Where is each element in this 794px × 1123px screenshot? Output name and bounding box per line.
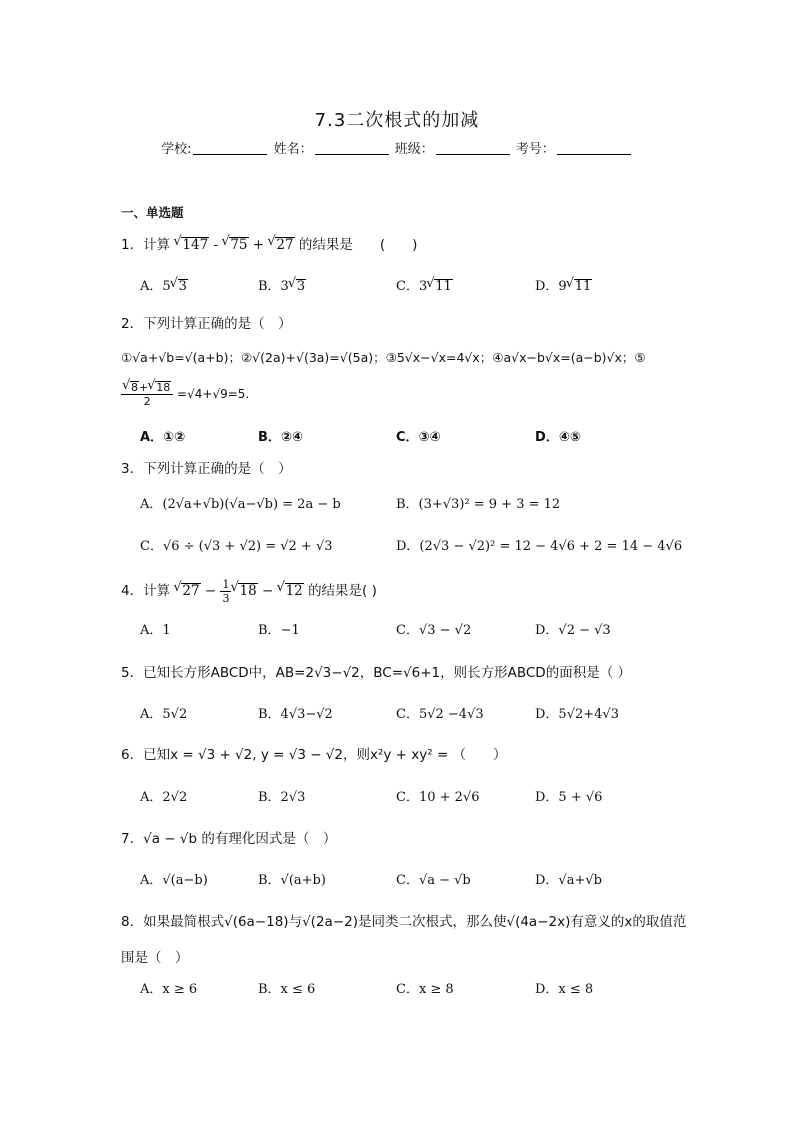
q2-option-c[interactable]: C．③④ [396, 430, 441, 445]
page-title: 7.3二次根式的加减 [314, 110, 480, 131]
q2-fraction: √ $\frac{8+√ 18}{2}$ [121, 381, 173, 408]
q1-lead: 1．计算 [121, 237, 171, 253]
q3-option-b[interactable]: B．(3+√3)² = 9 + 3 = 12 [396, 497, 561, 512]
q7-option-c[interactable]: C．√a − √b [396, 873, 471, 888]
q4-option-d[interactable]: D．√2 − √3 [535, 623, 611, 638]
q6-option-a[interactable]: A．2√2 [140, 790, 188, 805]
question-7: 7．√a − √b 的有理化因式是（ ） [121, 831, 337, 847]
q1-suffix: 的结果是 ( ) [298, 237, 418, 253]
q7-option-b[interactable]: B．√(a+b) [258, 873, 326, 888]
q6-option-c[interactable]: C．10 + 2√6 [396, 790, 480, 805]
q5-option-a[interactable]: A．5√2 [140, 707, 188, 722]
section-heading: 一、单选题 [121, 205, 184, 220]
question-1 [121, 233, 417, 253]
q7-option-d[interactable]: D．√a+√b [535, 873, 602, 888]
question-8: 8．如果最简根式√(6a−18)与√(2a−2)是同类二次根式，那么使√(4a−2x)有意义的x的取值范 [121, 914, 687, 930]
q4-lead: 4．计算 [121, 583, 171, 599]
q6-option-b[interactable]: B．2√3 [258, 790, 306, 805]
name-blank[interactable] [315, 141, 389, 155]
q1-option-b[interactable]: B．3√ 3 [258, 275, 306, 294]
q7-option-a[interactable]: A．√(a−b) [140, 873, 208, 888]
question-3: 3．下列计算正确的是（ ） [121, 461, 292, 477]
q6-option-d[interactable]: D．5 + √6 [535, 790, 603, 805]
q3-option-a[interactable]: A．(2√a+√b)(√a−√b) = 2a − b [140, 497, 341, 512]
question-5: 5．已知长方形ABCD中，AB=2√3−√2，BC=√6+1，则长方形ABCD的面积是（ ） [121, 665, 631, 681]
class-label: 班级： [394, 142, 434, 157]
q8-option-b[interactable]: B．x ≤ 6 [258, 982, 316, 997]
question-2: 2．下列计算正确的是（ ） [121, 316, 292, 332]
q1-option-c[interactable]: C．3√ 11 [396, 275, 453, 294]
q2-statements-line1: ①√a+√b=√(a+b)；②√(2a)+√(3a)=√(5a)；③5√x−√x=4√x；④a√x−b√x=(a−b)√x；⑤ [121, 350, 646, 365]
q1-option-a[interactable]: A．5√ 3 [140, 275, 188, 294]
q5-option-b[interactable]: B．4√3−√2 [258, 707, 333, 722]
q4-suffix: 的结果是( ) [308, 583, 377, 599]
number-label: 考号： [515, 142, 555, 157]
question-8-cont: 围是（ ） [121, 950, 189, 966]
q1-option-d[interactable]: D．9√ 11 [535, 275, 592, 294]
number-blank[interactable] [557, 141, 631, 155]
q3-option-c[interactable]: C．√6 ÷ (√3 + √2) = √2 + √3 [140, 539, 333, 554]
q1-expression: √ 147 - √ 75 + √ 27 [174, 237, 294, 253]
school-label: 学校: [161, 142, 192, 157]
class-blank[interactable] [436, 141, 510, 155]
q2-option-d[interactable]: D．④⑤ [535, 430, 581, 445]
name-label: 姓名： [273, 142, 313, 157]
q8-option-a[interactable]: A．x ≥ 6 [140, 982, 198, 997]
q4-option-c[interactable]: C．√3 − √2 [396, 623, 472, 638]
q3-option-d[interactable]: D．(2√3 − √2)² = 12 − 4√6 + 2 = 14 − 4√6 [396, 539, 683, 554]
q2-option-b[interactable]: B．②④ [258, 430, 303, 445]
q8-option-d[interactable]: D．x ≤ 8 [535, 982, 594, 997]
q2-statements-line2: √ $\frac{8+√ 18}{2}$ =√4+√9=5. [121, 381, 249, 408]
q5-option-d[interactable]: D．5√2+4√3 [535, 707, 619, 722]
q5-option-c[interactable]: C．5√2 −4√3 [396, 707, 484, 722]
school-blank[interactable] [193, 141, 267, 155]
q8-option-c[interactable]: C．x ≥ 8 [396, 982, 454, 997]
q4-option-b[interactable]: B．−1 [258, 623, 300, 638]
q4-option-a[interactable]: A．1 [140, 623, 171, 638]
q4-expression: √ 27 − $\frac{1}{3}$ √ 18 − √ 12 [174, 583, 303, 599]
q2-option-a[interactable]: A．①② [140, 430, 186, 445]
student-info-line [0, 138, 794, 157]
question-4 [121, 578, 377, 605]
question-6: 6．已知x = √3 + √2, y = √3 − √2，则x²y + xy² = （ ） [121, 747, 507, 763]
